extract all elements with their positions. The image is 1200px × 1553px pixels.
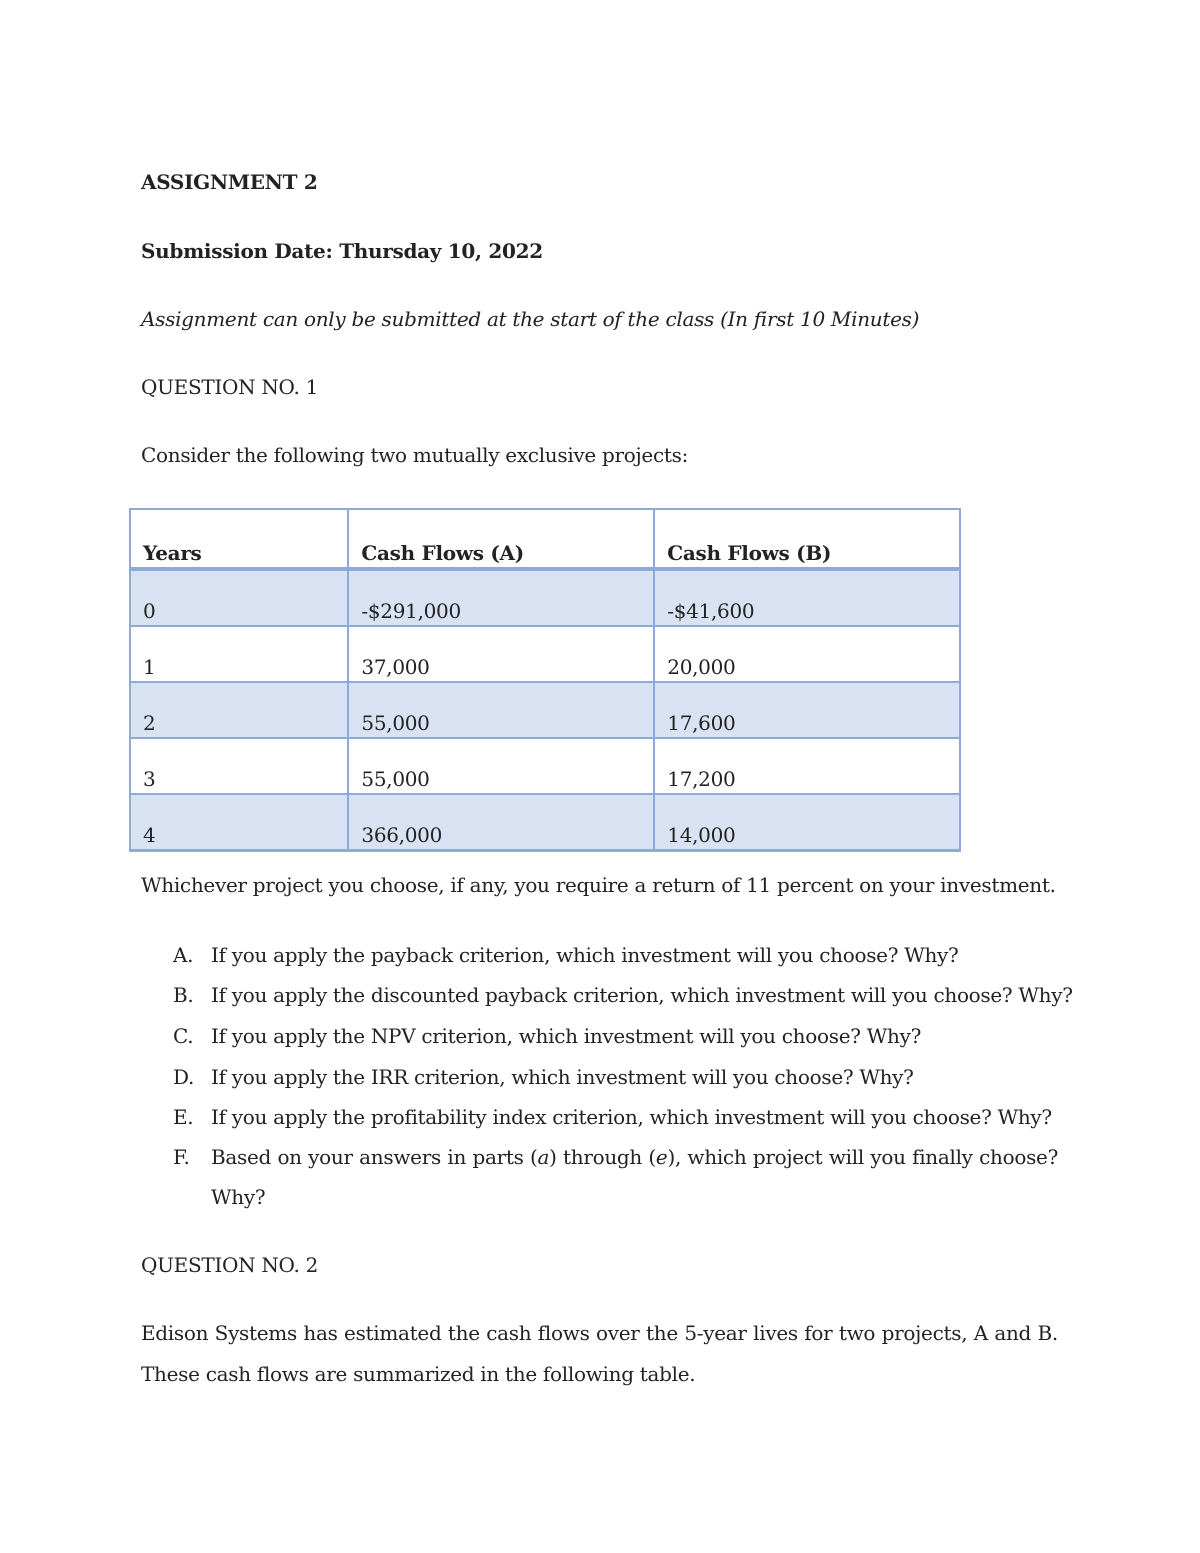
paragraph-line: Edison Systems has estimated the cash flows over the 5-year lives for two projects, A and B.: [141, 1321, 1058, 1345]
table-cell: 3: [130, 738, 348, 794]
assignment-title: ASSIGNMENT 2: [141, 170, 318, 194]
table-row: [130, 626, 960, 682]
table-cell: 37,000: [348, 626, 654, 682]
table-row: [130, 569, 960, 626]
table-header-cell: Cash Flows (B): [654, 509, 960, 569]
table-header-cell: Cash Flows (A): [348, 509, 654, 569]
submission-date: Submission Date: Thursday 10, 2022: [141, 239, 543, 263]
item-text: If you apply the IRR criterion, which investment will you choose? Why?: [211, 1065, 914, 1089]
item-label: D.: [173, 1065, 195, 1089]
table-cell: 2: [130, 682, 348, 738]
item-text-italic: a: [537, 1145, 550, 1169]
required-return-text: Whichever project you choose, if any, you require a return of 11 percent on your investment.: [141, 873, 1056, 897]
table-cell: -$291,000: [348, 569, 654, 626]
paragraph-line: These cash flows are summarized in the following table.: [141, 1362, 696, 1386]
item-text: If you apply the NPV criterion, which investment will you choose? Why?: [211, 1024, 921, 1048]
question-1-intro: Consider the following two mutually exclusive projects:: [141, 443, 689, 467]
item-text-part: ), which project will you finally choose?: [667, 1145, 1058, 1169]
table-header-row: [130, 509, 960, 569]
table-row: [130, 682, 960, 738]
item-text-part: Based on your answers in parts (: [211, 1145, 538, 1169]
table-cell: -$41,600: [654, 569, 960, 626]
table-cell: 1: [130, 626, 348, 682]
item-label: B.: [173, 983, 194, 1007]
table-cell: 55,000: [348, 738, 654, 794]
item-label: E.: [173, 1105, 194, 1129]
item-text: If you apply the payback criterion, which investment will you choose? Why?: [211, 943, 959, 967]
table-cell: 14,000: [654, 794, 960, 851]
item-text: If you apply the discounted payback criterion, which investment will you choose? Why?: [211, 983, 1073, 1007]
item-text: [211, 1145, 1058, 1185]
item-label: F.: [173, 1145, 190, 1169]
table-row: [130, 738, 960, 794]
item-label: C.: [173, 1024, 194, 1048]
table-cell: 17,600: [654, 682, 960, 738]
table-cell: 366,000: [348, 794, 654, 851]
question-2-paragraph: [141, 1313, 1058, 1395]
item-text-italic: e: [655, 1145, 668, 1169]
table-cell: 20,000: [654, 626, 960, 682]
item-text-continued: Why?: [211, 1185, 266, 1209]
table-header-cell: Years: [130, 509, 348, 569]
item-label: A.: [173, 943, 194, 967]
table-cell: 0: [130, 569, 348, 626]
table-cell: 17,200: [654, 738, 960, 794]
item-text-part: ) through (: [549, 1145, 656, 1169]
item-text: If you apply the profitability index criterion, which investment will you choose? Why?: [211, 1105, 1052, 1129]
table-cell: 4: [130, 794, 348, 851]
table-cell: 55,000: [348, 682, 654, 738]
cash-flow-table: [129, 508, 961, 852]
table-row: [130, 794, 960, 851]
question-2-heading: QUESTION NO. 2: [141, 1253, 319, 1277]
submission-note: Assignment can only be submitted at the start of the class (In first 10 Minutes): [141, 307, 920, 331]
question-1-heading: QUESTION NO. 1: [141, 375, 319, 399]
